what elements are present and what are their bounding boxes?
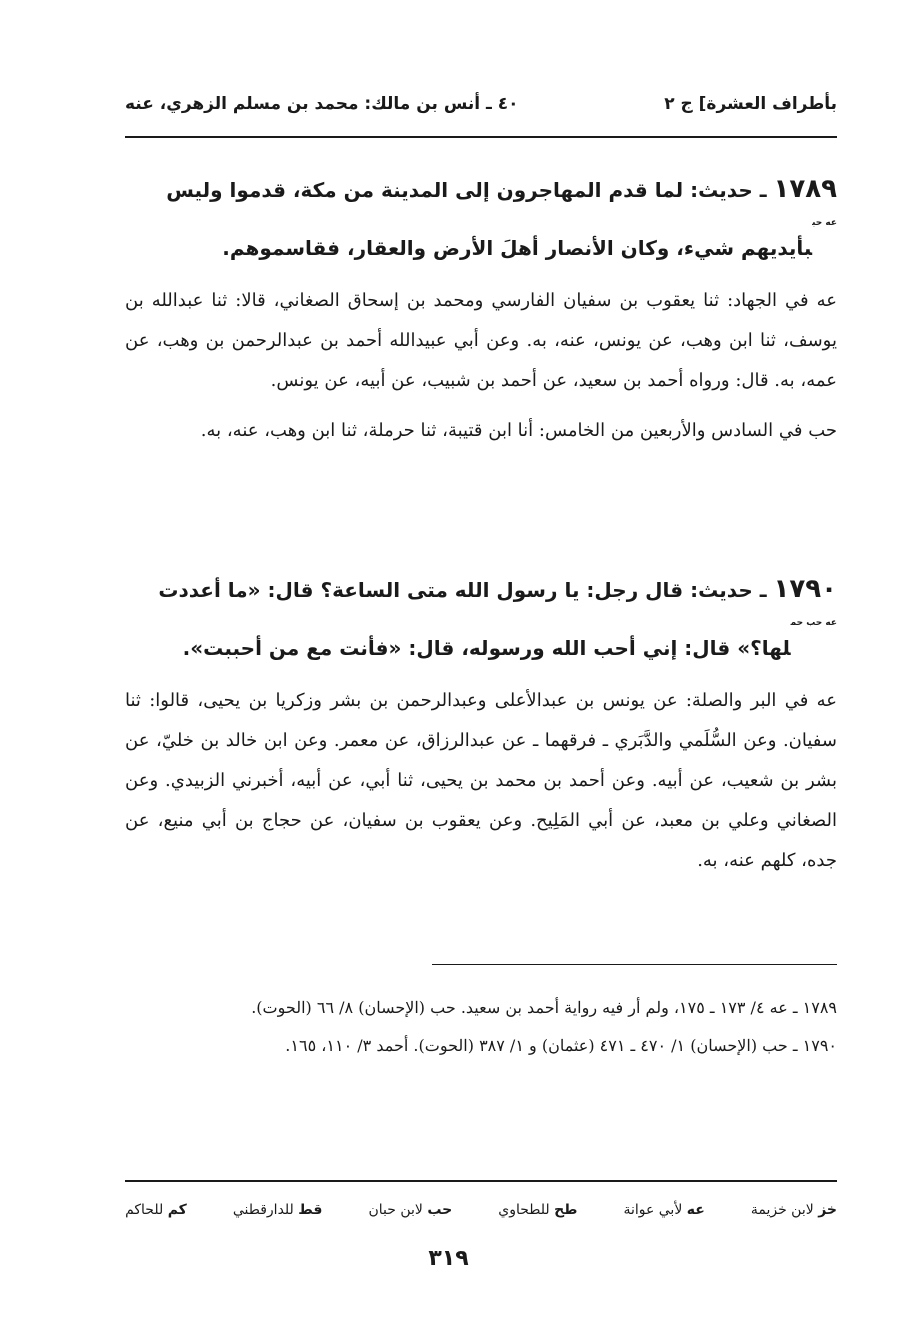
legend-rule	[125, 1180, 837, 1182]
hadith-1789-chain-1: عه في الجهاد: ثنا يعقوب بن سفيان الفارسي ومحمد بن إسحاق الصغاني، قالا: ثنا عبدالله بن يوسف، ثنا ابن وهب، عن يونس، عنه، به. وعن أبي عبيدالله أحمد بن عبدالرحمن بن وهب، عن عمه، به. قال: ورواه أحمد بن سعيد، عن أحمد بن شبيب، عن أبيه، عن يونس.	[125, 290, 837, 391]
footnotes	[125, 992, 837, 1062]
footnote-1790: ١٧٩٠ ـ حب (الإحسان) ١/ ٤٧٠ ـ ٤٧١ (عثمان) و ١/ ٣٨٧ (الحوت). أحمد ٣/ ١١٠، ١٦٥.	[285, 1036, 837, 1055]
legend-item: طح للطحاوي	[498, 1202, 578, 1218]
hadith-1789	[125, 160, 837, 451]
hadith-1790	[125, 560, 837, 881]
hadith-number: ١٧٨٩	[773, 174, 837, 204]
legend-item: خز لابن خزيمة	[750, 1202, 837, 1218]
legend-item: قط للدارقطني	[232, 1202, 323, 1218]
hadith-1790-chain: عه في البر والصلة: عن يونس بن عبدالأعلى وعبدالرحمن بن بشر وزكريا بن يحيى، قالوا: ثنا سفيان. وعن السُّلَمي والدَّبَري ـ فرقهما ـ عن عبدالرزاق، عن معمر. وعن ابن خالد بن خليّ، عن بشر بن شعيب، عن أبيه. وعن أحمد بن محمد بن يحيى، ثنا أبي، عن أبيه، أخبرني الزبيدي. وعن الصغاني وعلي بن معبد، عن أبي المَلِيح. وعن يعقوب بن سفيان، عن حجاج بن أبي منيع، عن جده، كلهم عنه، به.	[125, 690, 837, 871]
source-sigla: عه حب حم	[790, 618, 837, 628]
abbreviation-legend	[125, 1198, 837, 1222]
legend-item: كم للحاكم	[125, 1202, 187, 1218]
hadith-1789-chain-2: حب في السادس والأربعين من الخامس: أنا ابن قتيبة، ثنا حرملة، ثنا ابن وهب، عنه، به.	[200, 420, 837, 441]
hadith-number: ١٧٩٠	[773, 574, 837, 604]
header-section-title: ٤٠ ـ أنس بن مالك: محمد بن مسلم الزهري، عنه	[125, 94, 519, 114]
header-rule	[125, 136, 837, 138]
page-number: ٣١٩	[428, 1246, 469, 1271]
source-sigla: عه حب	[812, 218, 837, 228]
running-header	[125, 84, 837, 124]
header-book-title: بأطراف العشرة] ج ٢	[664, 94, 837, 114]
footnote-rule	[432, 964, 837, 965]
hadith-1790-title: ١٧٩٠ ـ حديث: قال رجل: يا رسول الله متى الساعة؟ قال: «ما أعددت $^{عه حب حم}$لها؟» قال: إني أحب الله ورسوله، قال: «فأنت مع من أحببت».	[158, 574, 837, 660]
footnote-1789: ١٧٨٩ ـ عه ٤/ ١٧٣ ـ ١٧٥، ولم أر فيه رواية أحمد بن سعيد. حب (الإحسان) ٨/ ٦٦ (الحوت).	[251, 998, 837, 1017]
legend-item: حب لابن حبان	[368, 1202, 453, 1218]
hadith-1789-title: ١٧٨٩ ـ حديث: لما قدم المهاجرون إلى المدينة من مكة، قدموا وليس $^{عه حب}$بأيديهم شيء، وكان الأنصار أهلَ الأرض والعقار، فقاسموهم.	[166, 174, 837, 260]
legend-item: عه لأبي عوانة	[623, 1202, 705, 1218]
